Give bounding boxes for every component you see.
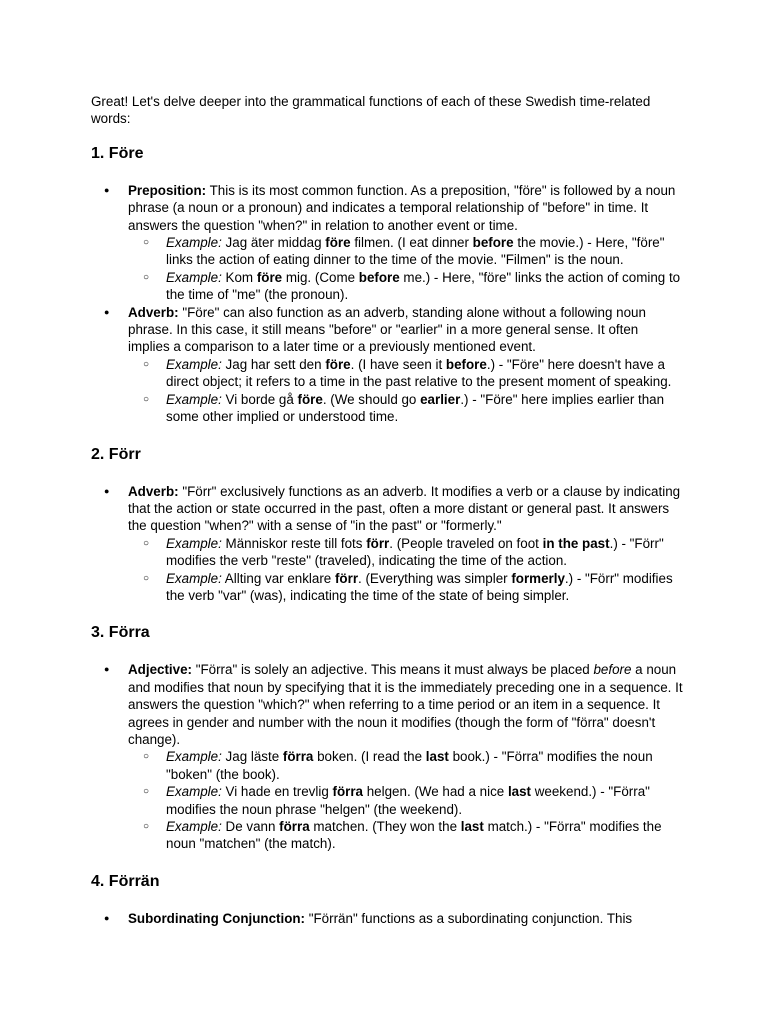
example-label: Example:	[166, 356, 222, 372]
bold-term: before	[358, 269, 400, 285]
example-label: Example:	[166, 784, 222, 800]
bullet-list	[91, 661, 683, 852]
example-text: .) - "Före" here doesn't have a direct object; it refers to a time in the past relative to the present moment of speaking.	[166, 356, 672, 390]
example-text: De vann	[221, 819, 280, 834]
example-label: Example:	[166, 269, 222, 285]
example-text: Människor reste till fots	[221, 535, 367, 551]
example-label: Example:	[166, 535, 222, 551]
bold-term: before	[472, 235, 514, 251]
example-list	[128, 356, 683, 426]
bullet-item	[91, 483, 683, 605]
bold-term: last	[425, 749, 449, 765]
example-text: Kom	[221, 269, 257, 285]
section-heading: 3. Förra	[91, 624, 150, 642]
body-text: "Förra" is solely an adjective. This means it must always be placed	[192, 662, 594, 678]
bold-term: förr	[334, 570, 359, 586]
example-text: .) - "Före" here implies earlier than some other implied or understood time.	[166, 391, 665, 425]
bold-term: före	[256, 269, 283, 285]
example-text: Jag äter middag	[221, 235, 326, 251]
example-text: . (People traveled on foot	[389, 535, 543, 551]
bold-term: förra	[282, 749, 314, 765]
sections-container	[91, 144, 683, 927]
example-text: me.) - Here, "före" links the action of coming to the time of "me" (the pronoun).	[166, 269, 681, 303]
bold-term: förra	[332, 784, 364, 800]
example-item	[128, 783, 683, 818]
example-text: weekend.) - "Förra" modifies the noun phrase "helgen" (the weekend).	[166, 784, 650, 817]
bold-term: före	[325, 356, 351, 372]
example-label: Example:	[166, 819, 222, 834]
example-label: Example:	[166, 749, 222, 765]
term-label: Adjective:	[128, 662, 192, 678]
bullet-item	[91, 661, 683, 852]
example-item	[128, 234, 683, 269]
bullet-list	[91, 182, 683, 426]
example-list	[128, 748, 683, 852]
example-list	[128, 535, 683, 605]
bold-term: last	[460, 819, 484, 834]
document-page	[91, 93, 683, 946]
bold-term: före	[325, 235, 351, 251]
example-text: Allting var enklare	[221, 570, 335, 586]
example-text: . (Everything was simpler	[358, 570, 512, 586]
section-heading: 4. Förrän	[91, 872, 160, 890]
bold-term: before	[445, 356, 487, 372]
term-label: Preposition:	[128, 182, 207, 198]
example-text: . (I have seen it	[350, 356, 446, 372]
example-text: the movie.) - Here, "före" links the action of eating dinner to the time of the movie. "Filmen" is the noun.	[166, 235, 665, 268]
example-text: Jag har sett den	[221, 356, 326, 372]
example-list	[128, 234, 683, 304]
bold-term: förra	[279, 819, 310, 834]
bullet-item	[91, 182, 683, 304]
example-text: Jag läste	[221, 749, 283, 765]
example-text: . (We should go	[322, 391, 421, 407]
example-text: match.) - "Förra" modifies the noun "matchen" (the match).	[166, 819, 662, 852]
example-text: Vi borde gå	[221, 391, 298, 407]
body-text: This is its most common function. As a preposition, "före" is followed by a noun phrase (a noun or a pronoun) and indicates a temporal relationship of "before" in time. It answers the question "when?" in relation to another event or time.	[128, 182, 676, 233]
example-text: book.) - "Förra" modifies the noun "boken" (the book).	[166, 749, 653, 782]
bullet-list	[91, 910, 683, 927]
example-text: helgen. (We had a nice	[363, 784, 508, 800]
example-text: mig. (Come	[282, 269, 359, 285]
bold-term: earlier	[420, 391, 461, 407]
example-label: Example:	[166, 570, 222, 586]
body-text: "Förrän" functions as a subordinating conjunction. This	[305, 910, 633, 926]
term-label: Adverb:	[128, 304, 179, 320]
section-heading: 1. Före	[91, 144, 144, 162]
emphasis-text: before	[593, 662, 632, 678]
body-text: a noun and modifies that noun by specifying that it is the immediately preceding one in a sequence. It answers the question "which?" when referring to a time period or an item in a sequence. It agrees in gender and number with the noun it modifies (though the form of "förra" doesn't change).	[128, 662, 683, 747]
example-text: matchen. (They won the	[309, 819, 461, 834]
example-label: Example:	[166, 391, 222, 407]
example-text: boken. (I read the	[313, 749, 426, 765]
example-text: Vi hade en trevlig	[221, 784, 333, 800]
example-text: .) - "Förr" modifies the verb "var" (was), indicating the time of the state of being simpler.	[166, 570, 673, 603]
bullet-item	[91, 910, 683, 927]
example-item	[128, 570, 683, 605]
bold-term: last	[507, 784, 532, 800]
example-item	[128, 535, 683, 570]
bullet-item	[91, 304, 683, 426]
section-heading: 2. Förr	[91, 445, 141, 463]
bold-term: formerly	[511, 570, 565, 586]
bold-term: förr	[366, 535, 390, 551]
bullet-list	[91, 483, 683, 605]
bold-term: före	[297, 391, 323, 407]
term-label: Subordinating Conjunction:	[128, 910, 306, 926]
example-item	[128, 356, 683, 391]
example-item	[128, 818, 683, 853]
term-label: Adverb:	[128, 483, 179, 499]
body-text: "Förr" exclusively functions as an adverb. It modifies a verb or a clause by indicating that the action or state occurred in the past, often a more distant or general past. It answers the question "when?" with a sense of "in the past" or "formerly."	[128, 483, 681, 534]
bold-term: in the past	[542, 535, 610, 551]
example-label: Example:	[166, 235, 222, 251]
example-item	[128, 269, 683, 304]
example-item	[128, 391, 683, 426]
intro-paragraph: Great! Let's delve deeper into the grammatical functions of each of these Swedish time-related words:	[91, 94, 651, 127]
body-text: "Före" can also function as an adverb, standing alone without a following noun phrase. In this case, it still means "before" or "earlier" in a more general sense. It often implies a comparison to a later time or a previously mentioned event.	[128, 304, 646, 355]
example-item	[128, 748, 683, 783]
example-text: filmen. (I eat dinner	[350, 235, 473, 251]
example-text: .) - "Förr" modifies the verb "reste" (traveled), indicating the time of the action.	[166, 535, 664, 569]
